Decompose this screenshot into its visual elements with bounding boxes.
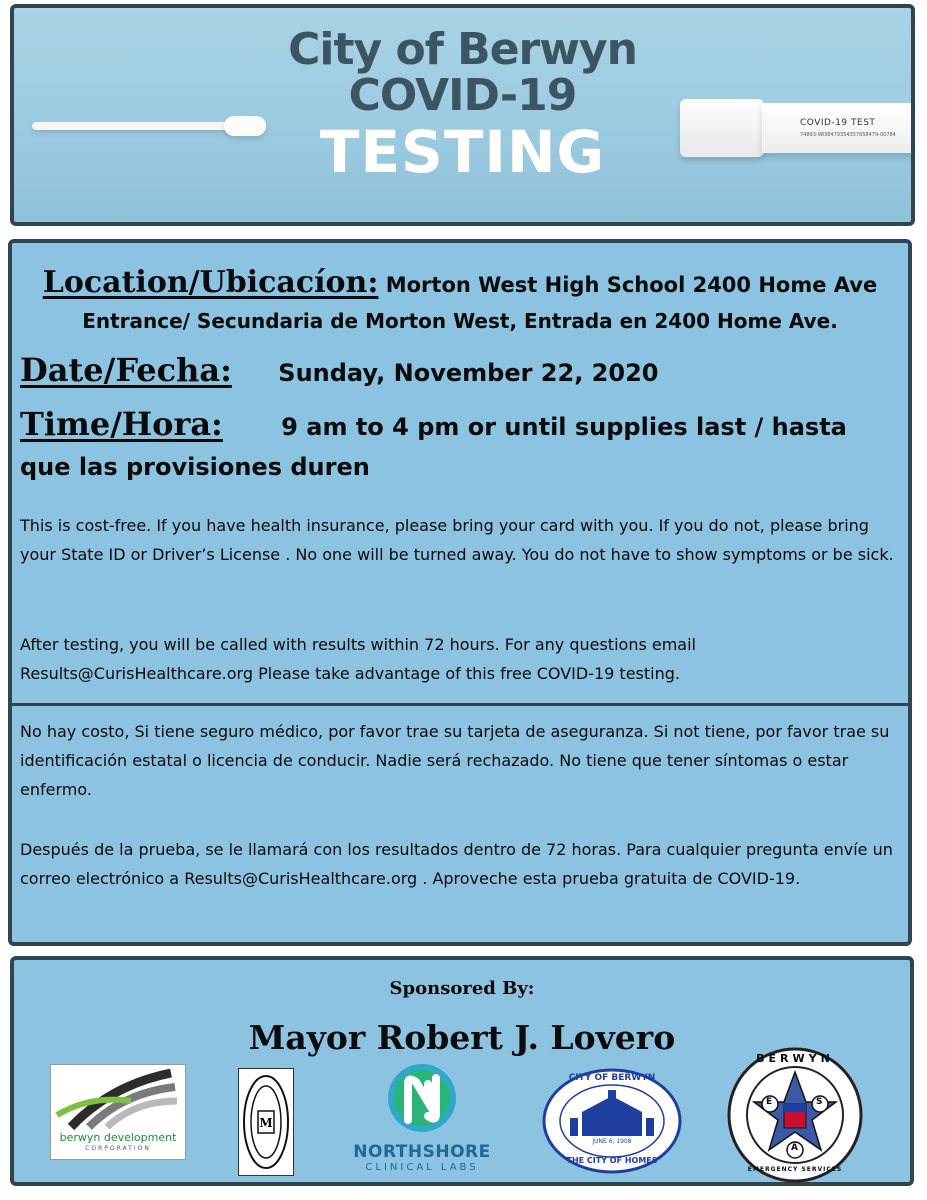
berwyn-emergency-services-seal: [726, 1046, 864, 1184]
tube-label: COVID-19 TEST: [800, 118, 876, 128]
spanish-paragraph-2: Después de la prueba, se le llamará con los resultados dentro de 72 horas. Para cualquier pregunta envíe un correo electrónico a Results@CurisHealthcare.org . Aproveche esta prueba gratuita de COVID-19.: [20, 840, 893, 888]
sponsored-by-heading: Sponsored By:: [389, 978, 535, 999]
info-panel: [8, 239, 912, 946]
time-value-line2: que las provisiones duren: [20, 453, 370, 481]
english-paragraph-2: After testing, you will be called with results within 72 hours. For any questions email Results@CurisHealthcare.org Please take advantage of this free COVID-19 testing.: [20, 635, 696, 683]
morton-seal-text: [238, 1176, 294, 1177]
date-label: Date/Fecha:: [20, 351, 232, 389]
svg-text:M: M: [259, 1116, 273, 1130]
time-label: Time/Hora:: [20, 405, 223, 443]
ems-seal-e: E: [766, 1097, 773, 1107]
northshore-name: NORTHSHORE: [353, 1142, 491, 1162]
sponsor-panel: [10, 956, 914, 1186]
northshore-subtitle: CLINICAL LABS: [365, 1162, 479, 1173]
location-value: Morton West High School 2400 Home Ave: [385, 273, 878, 297]
city-seal-bottom: THE CITY OF HOMES: [566, 1156, 658, 1165]
date-row: [20, 351, 900, 389]
ems-seal-top: BERWYN: [756, 1052, 834, 1065]
ems-seal-bottom: EMERGENCY SERVICES: [747, 1166, 843, 1173]
northshore-n-icon: [340, 1058, 504, 1142]
ems-seal-a: A: [791, 1143, 798, 1153]
location-label: Location/Ubicacíon:: [42, 265, 379, 300]
location-value-line2: Entrance/ Secundaria de Morton West, Entrada en 2400 Home Ave.: [82, 309, 838, 333]
bdc-swoosh-icon: [51, 1065, 185, 1135]
tube-code: 74893-9838479354357658479-00784: [800, 132, 896, 138]
morton-high-seal: [238, 1068, 294, 1176]
banner-title-city: City of Berwyn: [288, 24, 637, 75]
city-seal-date: JUNE 6, 1908: [592, 1138, 632, 1145]
spanish-paragraph-1: No hay costo, Si tiene seguro médico, por favor trae su tarjeta de aseguranza. Si not tiene, por favor trae su identificación estatal o licencia de conducir. Nadie será rechazado. No tiene que tener síntomas o estar enfermo.: [20, 722, 890, 799]
banner-title-covid: COVID-19: [348, 70, 577, 121]
city-of-berwyn-seal: [542, 1068, 682, 1174]
header-banner: [10, 4, 915, 226]
date-value: Sunday, November 22, 2020: [278, 359, 659, 387]
ems-star-icon: [726, 1046, 864, 1184]
city-seal-top: CITY OF BERWYN: [568, 1073, 656, 1083]
english-paragraph-1: This is cost-free. If you have health insurance, please bring your card with you. If you do not, please bring your State ID or Driver’s License . No one will be turned away. You do not have to show symptoms or be sick.: [20, 516, 894, 564]
banner-title-testing: TESTING: [319, 118, 606, 186]
berwyn-development-logo: [50, 1064, 186, 1160]
bdc-subtitle: CORPORATION: [85, 1145, 151, 1152]
time-value: 9 am to 4 pm or until supplies last / hasta: [281, 413, 847, 441]
ems-seal-s: S: [816, 1097, 823, 1107]
bdc-name: berwyn development: [59, 1131, 177, 1144]
time-row: [20, 405, 900, 443]
northshore-labs-logo: [340, 1058, 504, 1178]
section-divider: [12, 703, 908, 706]
location-row: [12, 265, 908, 300]
mayor-name: Mayor Robert J. Lovero: [248, 1018, 676, 1057]
morton-seal-icon: [239, 1069, 293, 1175]
